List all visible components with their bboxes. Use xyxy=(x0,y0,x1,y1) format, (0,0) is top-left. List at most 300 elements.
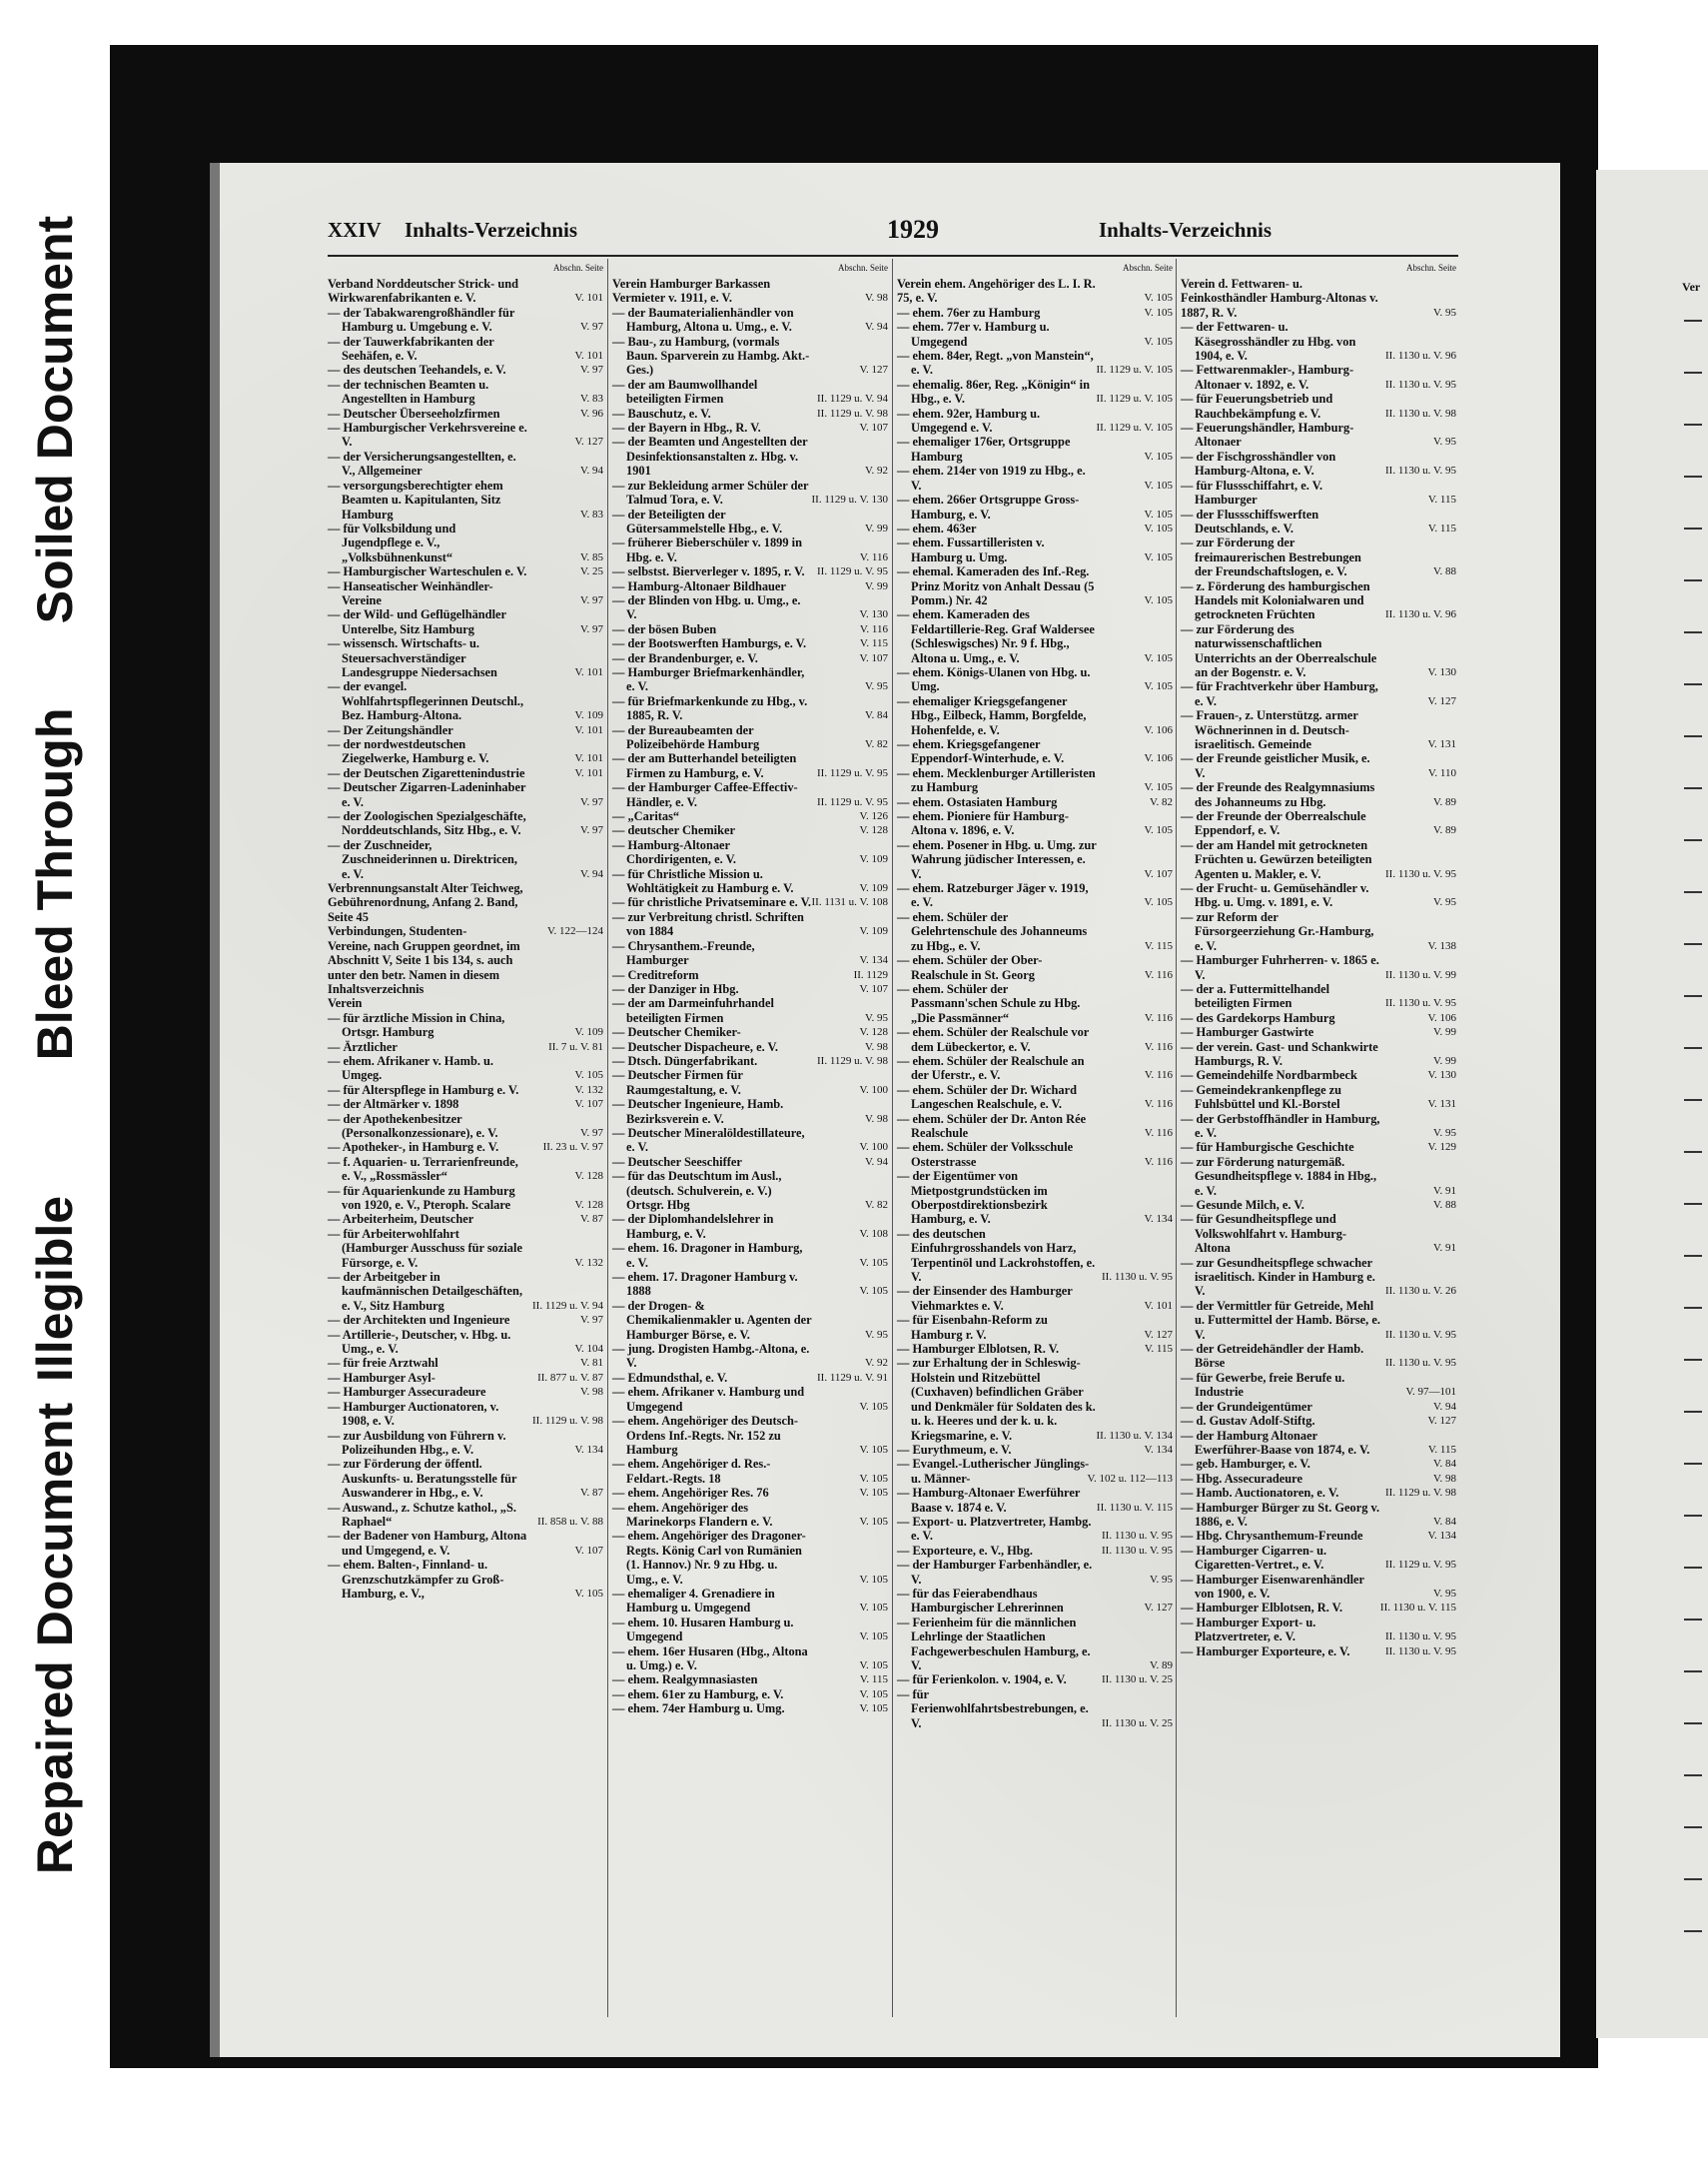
adjacent-page-dash xyxy=(1684,1099,1702,1101)
index-entry xyxy=(612,435,890,478)
entry-page-ref: V. 95 xyxy=(1149,1573,1173,1586)
entry-page-ref: II. 1129 u. V. 98 xyxy=(817,407,888,420)
index-entry xyxy=(612,1371,890,1385)
index-entry xyxy=(328,1227,605,1270)
index-entry xyxy=(897,607,1175,665)
entry-page-ref: II. 1129 u. V. 95 xyxy=(817,766,888,779)
entry-page-ref: V. 115 xyxy=(859,1673,888,1686)
entry-page-ref: V. 107 xyxy=(859,422,888,435)
entry-page-ref: V. 134 xyxy=(574,1443,603,1456)
index-entry xyxy=(897,910,1175,953)
index-entry xyxy=(612,1068,890,1097)
entry-text: — der Arbeitgeber in kaufmännischen Detailgeschäften, e. V., Sitz Hamburg xyxy=(328,1270,523,1313)
entry-text: — Hamb. Auctionatoren, e. V. xyxy=(1181,1486,1339,1501)
adjacent-page-dash xyxy=(1684,1567,1702,1569)
index-entry xyxy=(612,1040,890,1054)
index-entry xyxy=(328,838,605,881)
entry-text: — Auswand., z. Schutze kathol., „S. Raphael“ xyxy=(328,1500,516,1529)
entry-text: — z. Förderung des hamburgischen Handels mit Kolonialwaren und getrockneten Früchten xyxy=(1181,578,1370,622)
index-entry xyxy=(612,1414,890,1457)
entry-text: — der Hamburger Farbenhändler, e. V. xyxy=(897,1558,1093,1587)
index-entry xyxy=(897,522,1175,536)
entry-text: — der Tabakwarengroßhändler für Hamburg u. Umgebung e. V. xyxy=(328,305,515,335)
entry-text: — ehem. Schüler der Passmann'schen Schule zu Hbg. „Die Passmänner“ xyxy=(897,981,1081,1025)
entry-page-ref: II. 1129 u. V. 91 xyxy=(817,1371,888,1384)
entry-text: — der a. Futtermittelhandel beteiligten Firmen xyxy=(1181,981,1330,1011)
entry-page-ref: II. 1129 u. V. 98 xyxy=(1385,1487,1456,1500)
entry-text: — der Vermittler für Getreide, Mehl u. Futtermittel der Hamb. Börse, e. V. xyxy=(1181,1298,1380,1342)
entry-text: — Gemeindekrankenpflege zu Fuhlsbüttel und Kl.-Borstel xyxy=(1181,1082,1342,1112)
entry-text: — Feuerungshändler, Hamburg-Altonaer xyxy=(1181,421,1354,450)
index-column-1 xyxy=(328,263,605,1601)
entry-page-ref: II. 1129 xyxy=(853,968,888,981)
entry-text: — für Ferienkolon. v. 1904, e. V. xyxy=(897,1672,1067,1687)
index-entry xyxy=(328,996,605,1010)
entry-text: — der Fettwaren- u. Käsegrosshändler zu Hbg. von 1904, e. V. xyxy=(1181,320,1356,364)
entry-text: — deutscher Chemiker xyxy=(612,823,735,838)
index-entry xyxy=(897,1616,1175,1673)
index-entry xyxy=(897,766,1175,795)
side-label-repaired: Repaired Document xyxy=(27,1402,83,1875)
index-entry xyxy=(1181,508,1458,537)
adjacent-page-dash xyxy=(1684,1670,1702,1672)
entry-text: — der Zuschneider, Zuschneiderinnen u. Direktricen, e. V. xyxy=(328,837,518,881)
index-entry xyxy=(612,867,890,896)
index-entry xyxy=(328,277,605,306)
entry-text: — Fettwarenmakler-, Hamburg-Altonaer v. 1892, e. V. xyxy=(1181,363,1354,392)
entry-page-ref: V. 115 xyxy=(1144,1343,1173,1356)
entry-text: — d. Gustav Adolf-Stiftg. xyxy=(1181,1414,1315,1429)
entry-page-ref: V. 95 xyxy=(1432,306,1456,319)
index-entry xyxy=(897,1313,1175,1342)
entry-page-ref: V. 84 xyxy=(1432,1458,1456,1471)
entry-page-ref: V. 109 xyxy=(574,1026,603,1039)
entry-text: — der Grundeigentümer xyxy=(1181,1399,1312,1414)
entry-text: — ehem. 17. Dragoner Hamburg v. 1888 xyxy=(612,1270,798,1299)
entry-page-ref: II. 1129 u. V. 105 xyxy=(1096,422,1173,435)
index-entry xyxy=(612,968,890,982)
entry-page-ref: V. 98 xyxy=(579,1386,603,1399)
entry-page-ref: V. 97 xyxy=(579,824,603,837)
entry-text: — ehem. Ostasiaten Hamburg xyxy=(897,794,1058,809)
entry-page-ref: V. 128 xyxy=(574,1170,603,1183)
adjacent-page-dash xyxy=(1684,735,1702,737)
entry-page-ref: II. 1130 u. V. 134 xyxy=(1096,1429,1173,1442)
index-entry xyxy=(328,1313,605,1327)
entry-page-ref: V. 98 xyxy=(864,1040,888,1053)
index-entry xyxy=(612,335,890,378)
index-entry xyxy=(1181,1212,1458,1255)
entry-page-ref: V. 95 xyxy=(1432,1126,1456,1139)
index-entry xyxy=(612,694,890,723)
index-entry xyxy=(897,795,1175,809)
entry-page-ref: V. 95 xyxy=(1432,896,1456,909)
entry-text: — Creditreform xyxy=(612,967,699,982)
entry-page-ref: V. 89 xyxy=(1149,1659,1173,1671)
entry-page-ref: V. 116 xyxy=(1144,1155,1173,1168)
entry-text: — der Freunde der Oberrealschule Eppendorf, e. V. xyxy=(1181,809,1366,838)
entry-page-ref: V. 127 xyxy=(1427,1415,1456,1428)
entry-page-ref: V. 105 xyxy=(859,1443,888,1456)
entry-page-ref: V. 106 xyxy=(1427,1011,1456,1024)
index-entry xyxy=(1181,838,1458,881)
entry-page-ref: V. 92 xyxy=(864,1357,888,1370)
entry-text: Verein ehem. Angehöriger des L. I. R. 75, e. V. xyxy=(897,277,1096,306)
entry-page-ref: V. 116 xyxy=(859,550,888,563)
entry-text: — der Beamten und Angestellten der Desinfektionsanstalten z. Hbg. v. 1901 xyxy=(612,435,808,479)
entry-text: — für Hamburgische Geschichte xyxy=(1181,1140,1354,1155)
entry-text: — für freie Arztwahl xyxy=(328,1356,438,1371)
index-entry xyxy=(612,1299,890,1342)
index-entry xyxy=(1181,809,1458,838)
entry-text: — versorgungsberechtigter ehem Beamten u. Kapitulanten, Sitz Hamburg xyxy=(328,478,503,522)
entry-page-ref: V. 128 xyxy=(859,1026,888,1039)
entry-page-ref: V. 99 xyxy=(864,522,888,535)
index-entry xyxy=(897,1025,1175,1054)
entry-page-ref: V. 105 xyxy=(1144,550,1173,563)
entry-text: — der am Butterhandel beteiligten Firmen zu Hamburg, e. V. xyxy=(612,751,797,780)
adjacent-page-dash xyxy=(1684,424,1702,426)
index-entry xyxy=(897,407,1175,436)
entry-text: — Deutscher Chemiker- xyxy=(612,1025,741,1040)
entry-text: — der am Baumwollhandel beteiligten Firmen xyxy=(612,377,758,407)
entry-page-ref: V. 105 xyxy=(859,1472,888,1485)
index-entry xyxy=(328,1212,605,1226)
entry-page-ref: V. 82 xyxy=(1149,795,1173,808)
entry-text: — Bauschutz, e. V. xyxy=(612,406,711,421)
entry-text: Verbindungen, Studenten- xyxy=(328,924,467,939)
entry-text: — der Tauwerkfabrikanten der Seehäfen, e. V. xyxy=(328,334,494,364)
index-entry xyxy=(612,1486,890,1500)
entry-page-ref: V. 91 xyxy=(1432,1242,1456,1255)
index-entry xyxy=(1181,1040,1458,1069)
index-entry xyxy=(897,1140,1175,1169)
index-entry xyxy=(612,636,890,650)
index-entry xyxy=(612,536,890,564)
index-entry xyxy=(612,1342,890,1371)
entry-text: — ehem. Afrikaner v. Hamb. u. Umgeg. xyxy=(328,1053,494,1083)
index-entry xyxy=(328,924,605,938)
index-entry xyxy=(1181,1155,1458,1198)
index-entry xyxy=(328,1184,605,1213)
entry-page-ref: V. 89 xyxy=(1432,795,1456,808)
entry-page-ref: V. 94 xyxy=(864,321,888,334)
index-entry xyxy=(328,1400,605,1429)
index-entry xyxy=(612,1025,890,1039)
index-entry xyxy=(612,1126,890,1155)
index-entry xyxy=(897,536,1175,564)
column-divider xyxy=(607,259,608,2017)
entry-text: — Gemeindehilfe Nordbarmbeck xyxy=(1181,1068,1357,1083)
index-entry xyxy=(897,1054,1175,1083)
index-entry xyxy=(612,378,890,407)
entry-text: — der Hamburg Altonaer Ewerführer-Baase von 1874, e. V. xyxy=(1181,1428,1370,1457)
entry-text: — „Caritas“ xyxy=(612,809,680,824)
entry-text: — Deutscher Firmen für Raumgestaltung, e. V. xyxy=(612,1068,743,1097)
index-entry xyxy=(612,421,890,435)
entry-text: — Apotheker-, in Hamburg e. V. xyxy=(328,1140,499,1155)
entry-text: — für Eisenbahn-Reform zu Hamburg r. V. xyxy=(897,1313,1048,1342)
index-entry xyxy=(897,665,1175,694)
entry-page-ref: V. 100 xyxy=(859,1141,888,1154)
side-label-soiled: Soiled Document xyxy=(27,215,83,624)
column-header: Abschn. Seite xyxy=(553,263,603,273)
entry-text: — ehem. Schüler der Dr. Wichard Langeschen Realschule, e. V. xyxy=(897,1082,1078,1112)
index-entry xyxy=(328,1040,605,1054)
index-entry xyxy=(897,694,1175,737)
index-entry xyxy=(1181,363,1458,392)
adjacent-page-dash xyxy=(1684,579,1702,581)
entry-page-ref: V. 115 xyxy=(1144,939,1173,952)
entry-page-ref: II. 1130 u. V. 95 xyxy=(1385,465,1456,478)
entry-page-ref: V. 129 xyxy=(1427,1141,1456,1154)
entry-text: — zur Ausbildung von Führern v. Polizeihunden Hbg., e. V. xyxy=(328,1428,506,1457)
index-entry xyxy=(1181,1486,1458,1500)
header-rule xyxy=(328,255,1458,257)
header-title-left: Inhalts-Verzeichnis xyxy=(405,218,578,242)
entry-page-ref: II. 1129 u. V. 95 xyxy=(817,795,888,808)
index-entry xyxy=(328,421,605,450)
index-entry xyxy=(897,378,1175,407)
entry-text: — für Gewerbe, freie Berufe u. Industrie xyxy=(1181,1370,1345,1400)
entry-text: — ehemal. Kameraden des Inf.-Reg. Prinz Moritz von Anhalt Dessau (5 Pomm.) Nr. 42 xyxy=(897,564,1095,607)
entry-page-ref: V. 104 xyxy=(574,1343,603,1356)
index-entry xyxy=(612,1672,890,1686)
side-label-illegible: Illegible xyxy=(27,1195,83,1383)
entry-text: — Deutscher Ingenieure, Hamb. Bezirksverein e. V. xyxy=(612,1097,784,1126)
entry-page-ref: V. 105 xyxy=(1144,651,1173,664)
adjacent-page-dash xyxy=(1684,631,1702,633)
index-entry xyxy=(1181,910,1458,953)
index-entry xyxy=(328,1328,605,1357)
entry-text: — der am Handel mit getrockneten Früchten u. Gewürzen beteiligten Agenten u. Makler, e. V. xyxy=(1181,837,1372,881)
entry-page-ref: II. 1129 u. V. 105 xyxy=(1096,393,1173,406)
entry-text: — ehem. Posener in Hbg. u. Umg. zur Wahrung jüdischer Interessen, e. V. xyxy=(897,837,1097,881)
entry-text: — Hamburger Auctionatoren, v. 1908, e. V. xyxy=(328,1399,499,1429)
entry-page-ref: V. 138 xyxy=(1427,939,1456,952)
entry-page-ref: V. 98 xyxy=(1432,1472,1456,1485)
entry-text: — der Bureaubeamten der Polizeibehörde Hamburg xyxy=(612,722,760,751)
entry-text: — ehem. 214er von 1919 zu Hbg., e. V. xyxy=(897,464,1086,493)
entry-page-ref: II. 23 u. V. 97 xyxy=(542,1141,603,1154)
entry-text: — der Brandenburger, e. V. xyxy=(612,650,758,665)
index-entry xyxy=(897,1687,1175,1730)
index-entry xyxy=(1181,982,1458,1011)
entry-page-ref: V. 83 xyxy=(579,393,603,406)
side-label-bleed-through: Bleed Through xyxy=(27,707,83,1061)
index-entry xyxy=(612,1385,890,1414)
index-entry xyxy=(897,564,1175,607)
entry-page-ref: V. 94 xyxy=(864,1155,888,1168)
entry-text: — Eurythmeum, e. V. xyxy=(897,1442,1012,1457)
index-entry xyxy=(328,1270,605,1313)
entry-page-ref: V. 105 xyxy=(859,1256,888,1269)
entry-page-ref: V. 98 xyxy=(864,1112,888,1125)
entry-text: — der Baumaterialienhändler von Hamburg, Altona u. Umg., e. V. xyxy=(612,305,794,335)
index-entry xyxy=(328,737,605,766)
entry-page-ref: V. 97 xyxy=(579,364,603,377)
entry-text: — Der Zeitungshändler xyxy=(328,722,453,737)
index-entry xyxy=(328,579,605,608)
index-entry xyxy=(612,277,890,306)
entry-text: — Ferienheim für die männlichen Lehrlinge der Staatlichen Fachgewerbeschulen Hamburg, e. V. xyxy=(897,1615,1091,1672)
column-header: Abschn. Seite xyxy=(1123,263,1173,273)
entry-text: — zur Bekleidung armer Schüler der Talmud Tora, e. V. xyxy=(612,478,809,508)
adjacent-page-dash xyxy=(1684,1255,1702,1257)
index-entry xyxy=(612,996,890,1025)
entry-text: — Hamburger Eisenwarenhändler von 1900, e. V. xyxy=(1181,1572,1364,1601)
adjacent-page-dash xyxy=(1684,891,1702,893)
index-entry xyxy=(328,1083,605,1097)
entry-text: — ehem. Kameraden des Feldartillerie-Reg. Graf Waldersee (Schleswigsches) Nr. 9 f. Hbg., Altona u. Umg., e. V. xyxy=(897,607,1095,665)
entry-page-ref: V. 98 xyxy=(864,292,888,305)
index-entry xyxy=(897,1457,1175,1486)
entry-page-ref: V. 105 xyxy=(859,1659,888,1671)
entry-page-ref: V. 97 xyxy=(579,1314,603,1327)
entry-page-ref: V. 97 xyxy=(579,321,603,334)
entry-text: — für Aquarienkunde zu Hamburg von 1920, e. V., Pteroph. Scalare xyxy=(328,1183,515,1212)
entry-text: — des deutschen Einfuhrgrosshandels von Harz, Terpentinöl und Lackrohstoffen, e. V. xyxy=(897,1226,1096,1285)
entry-text: — der Blinden von Hbg. u. Umg., e. V. xyxy=(612,592,801,622)
column-divider xyxy=(1176,259,1177,2017)
index-entry xyxy=(612,479,890,508)
index-entry xyxy=(328,378,605,407)
adjacent-page-edge xyxy=(1596,170,1708,2038)
entry-text: — ehem. 61er zu Hamburg, e. V. xyxy=(612,1686,784,1701)
entry-text: — ehem. Kriegsgefangener Eppendorf-Winterhude, e. V. xyxy=(897,737,1065,766)
scan-background xyxy=(110,45,1701,2068)
entry-text: — der Getreidehändler der Hamb. Börse xyxy=(1181,1342,1364,1371)
entry-page-ref: V. 89 xyxy=(1432,824,1456,837)
entry-text: — der Freunde des Realgymnasiums des Johanneums zu Hbg. xyxy=(1181,780,1375,809)
entry-text: — Edmundsthal, e. V. xyxy=(612,1370,728,1385)
entry-text: — ehem. 266er Ortsgruppe Gross-Hamburg, e. V. xyxy=(897,493,1080,522)
entry-page-ref: V. 105 xyxy=(859,1400,888,1413)
entry-text: — f. Aquarien- u. Terrarienfreunde, e. V., „Rossmässler“ xyxy=(328,1154,518,1184)
entry-text: — der Fischgrosshändler von Hamburg-Altona, e. V. xyxy=(1181,449,1336,479)
entry-text: — der Bayern in Hbg., R. V. xyxy=(612,421,761,436)
adjacent-page-dash xyxy=(1684,1515,1702,1517)
adjacent-page-dash xyxy=(1684,1411,1702,1413)
entry-text: — ehem. Schüler der Volksschule Osterstrasse xyxy=(897,1140,1074,1169)
index-entry xyxy=(328,407,605,421)
entry-text: — für das Feierabendhaus Hamburgischer Lehrerinnen xyxy=(897,1586,1064,1616)
index-entry xyxy=(897,464,1175,493)
entry-page-ref: V. 97 xyxy=(579,1126,603,1139)
adjacent-page-dash xyxy=(1684,1203,1702,1205)
index-entry xyxy=(328,881,605,924)
index-entry xyxy=(1181,479,1458,508)
entry-page-ref: V. 116 xyxy=(859,622,888,635)
index-entry xyxy=(1181,1198,1458,1212)
entry-page-ref: V. 105 xyxy=(1144,335,1173,348)
entry-page-ref: V. 95 xyxy=(1432,436,1456,449)
entry-text: — ehem. Afrikaner v. Hamburg und Umgegend xyxy=(612,1385,805,1414)
entry-page-ref: V. 106 xyxy=(1144,752,1173,765)
index-entry xyxy=(897,1672,1175,1686)
entry-page-ref: V. 107 xyxy=(859,651,888,664)
entry-text: — ehem. Angehöriger des Deutsch-Ordens Inf.-Regts. Nr. 152 zu Hamburg xyxy=(612,1414,798,1457)
adjacent-page-dash xyxy=(1684,372,1702,374)
entry-text: — selbstst. Bierverleger v. 1895, r. V. xyxy=(612,564,805,579)
entry-text: — zur Förderung des naturwissenschaftlichen Unterrichts an der Oberrealschule an der Bogenstr. e. V. xyxy=(1181,621,1377,679)
entry-page-ref: II. 1130 u. V. 95 xyxy=(1385,1357,1456,1370)
entry-text: — Arbeiterheim, Deutscher xyxy=(328,1212,474,1227)
index-entry xyxy=(612,579,890,593)
entry-text: — der Versicherungsangestellten, e. V., Allgemeiner xyxy=(328,449,516,479)
index-entry xyxy=(1181,1400,1458,1414)
entry-text: — der verein. Gast- und Schankwirte Hamburgs, R. V. xyxy=(1181,1039,1378,1068)
entry-page-ref: V. 105 xyxy=(859,1285,888,1298)
entry-text: — Hamburg-Altonaer Bildhauer xyxy=(612,578,786,593)
entry-text: — des deutschen Teehandels, e. V. xyxy=(328,363,506,378)
entry-text: — ehem. Ratzeburger Jäger v. 1919, e. V. xyxy=(897,881,1089,910)
entry-page-ref: V. 95 xyxy=(1432,1587,1456,1600)
index-entry xyxy=(1181,277,1458,320)
page-header xyxy=(220,215,1570,258)
entry-text: — ehem. Schüler der Ober-Realschule in St. Georg xyxy=(897,953,1043,982)
index-entry xyxy=(897,1515,1175,1544)
column-divider xyxy=(892,259,893,2017)
index-entry xyxy=(1181,1299,1458,1342)
entry-page-ref: V. 110 xyxy=(1427,766,1456,779)
entry-text: — ehem. Königs-Ulanen von Hbg. u. Umg. xyxy=(897,664,1091,694)
index-entry xyxy=(612,1687,890,1701)
index-entry xyxy=(612,1701,890,1715)
entry-page-ref: V. 88 xyxy=(1432,1199,1456,1211)
entry-text: — ehem. Schüler der Realschule vor dem Lübeckertor, e. V. xyxy=(897,1025,1090,1054)
index-entry xyxy=(612,1501,890,1530)
index-entry xyxy=(612,780,890,809)
entry-page-ref: V. 115 xyxy=(1427,494,1456,507)
entry-text: — ehem. Angehöriger d. Res.-Feldart.-Regts. 18 xyxy=(612,1457,771,1486)
entry-text: — für Frachtverkehr über Hamburg, e. V. xyxy=(1181,679,1378,708)
index-entry xyxy=(1181,1616,1458,1644)
header-year: 1929 xyxy=(887,215,939,244)
entry-text: — für Gesundheitspflege und Volkswohlfahrt v. Hamburg-Altona xyxy=(1181,1212,1347,1256)
header-title-right: Inhalts-Verzeichnis xyxy=(1099,218,1273,242)
index-entry xyxy=(612,1616,890,1644)
index-entry xyxy=(897,277,1175,306)
entry-page-ref: V. 105 xyxy=(859,1687,888,1700)
index-entry xyxy=(1181,708,1458,751)
entry-page-ref: V. 94 xyxy=(579,867,603,880)
entry-page-ref: V. 95 xyxy=(864,680,888,693)
entry-page-ref: II. 858 u. V. 88 xyxy=(537,1515,603,1528)
index-entry xyxy=(612,1587,890,1616)
index-entry xyxy=(897,435,1175,464)
index-entry xyxy=(897,982,1175,1025)
entry-page-ref: V. 127 xyxy=(1144,1328,1173,1341)
entry-text: — der Hamburger Caffee-Effectiv-Händler, e. V. xyxy=(612,780,798,809)
entry-text: — Hamburger Export- u. Platzvertreter, e. V. xyxy=(1181,1615,1316,1644)
index-entry xyxy=(897,838,1175,881)
entry-page-ref: V. 109 xyxy=(574,709,603,722)
entry-text: — ehem. Mecklenburger Artilleristen zu Hamburg xyxy=(897,765,1096,795)
entry-text: — Artillerie-, Deutscher, v. Hbg. u. Umg., e. V. xyxy=(328,1327,511,1357)
entry-page-ref: V. 107 xyxy=(859,982,888,995)
index-entry xyxy=(612,1054,890,1068)
entry-text: — Hamburgischer Warteschulen e. V. xyxy=(328,564,527,579)
entry-text: — der Architekten und Ingenieure xyxy=(328,1313,510,1328)
entry-text: — Hamburgischer Verkehrsvereine e. V. xyxy=(328,421,527,450)
column-header: Abschn. Seite xyxy=(1406,263,1456,273)
adjacent-page-dash xyxy=(1684,1047,1702,1049)
entry-text: — früherer Bieberschüler v. 1899 in Hbg. e. V. xyxy=(612,536,802,564)
entry-page-ref: V. 82 xyxy=(864,738,888,750)
entry-page-ref: V. 109 xyxy=(859,925,888,938)
entry-text: — Deutscher Zigarren-Ladeninhaber e. V. xyxy=(328,780,526,809)
